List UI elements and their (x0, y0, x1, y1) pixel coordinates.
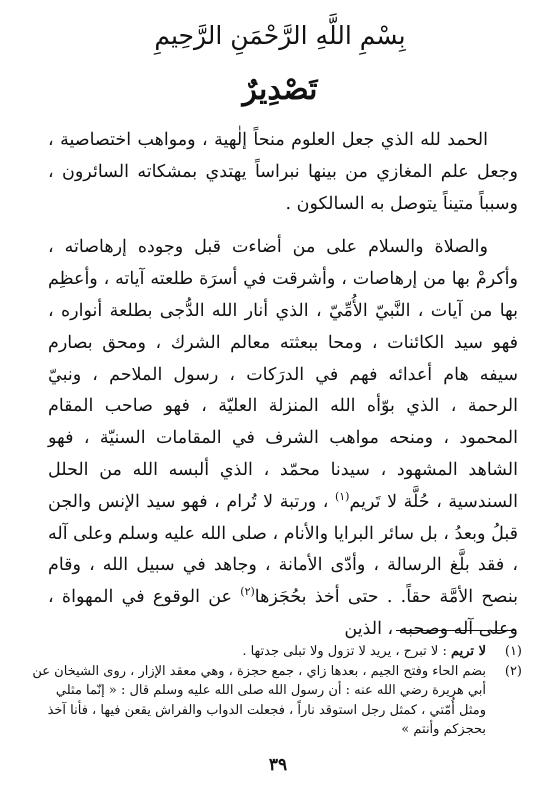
body-text (48, 125, 518, 646)
footnote-ref-2[interactable]: (٢) (240, 585, 255, 599)
basmala-calligraphy (130, 10, 430, 60)
footnote-text (32, 642, 486, 662)
paragraph-2-text-a: والصلاة والسلام على من أضاءت قبل وجوده إرهاصاته ، وأكرمْ بها من إرهاصات ، وأشرقت في أسرَة طلعته آياته ، وأعظِم بها من آيات ، النَّبيّ الأُمِّيّ ، الذي أنار الله الدُّجى بطلعة أنواره ، فهو سيد الكائنات ، ومحا ببعثته معالم الشرك ، ومحق بصارم سيفه هام أعدائه فهم في الدرَكات ، رسول الملاحم ، ونبيّ الرحمة ، الذي بوّأه الله المنزلة العليّة ، فهو صاحب المقام المحمود ، ومنحه مواهب الشرف في المقامات السنيّة ، فهو الشاهد المشهود ، سيدنا محمّد ، الذي ألبسه الله من الحلل السندسية ، حُلَّة لا تَريم (48, 237, 519, 512)
footnote-body: بضم الحاء وفتح الجيم ، بعدها زاي ، جمع حجزة ، وهي معقد الإزار ، روى الشيخان عن أبي هريرة رضي الله عنه : أن رسول الله صلى الله عليه وسلم قال : « إنّما مثلي ومثل أُمّتي ، كمثل رجل استوقد ناراً ، فجعلت الدواب والفراش يقعن فيها ، فأنا آخذ بحجزكم وأنتم » (32, 663, 486, 737)
paragraph-2-text-b: ، ورتبة لا تُرام ، فهو سيد الإنس والجن قبلُ وبعدُ ، بل سائر البرايا والأنام ، صلى الله عليه وسلم وعلى آله ، فقد بلَّغ الرسالة ، وأدّى الأمانة ، وجاهد في سبيل الله ، وقام بنصح الأمَّة حقاً. . حتى أخذ بحُجَزها (48, 491, 518, 608)
paragraph-2-text-c: عن الوقوع في المهواة ، وعلى آله وصحبه ، الذين (48, 587, 518, 639)
footnotes (32, 642, 522, 740)
footnote-ref-1[interactable]: (١) (334, 489, 350, 503)
page-number: ٣٩ (268, 755, 288, 775)
footnote-keyword: لا تريم (450, 644, 486, 659)
page-title: تَصْدِيرٌ (242, 72, 318, 107)
paragraph-2 (48, 232, 518, 645)
footnote-number: (٢) (504, 663, 522, 679)
footnote-body: : لا تبرح ، يريد لا تزول ولا تبلى جدتها . (242, 644, 447, 659)
paragraph-1: الحمد لله الذي جعل العلوم منحاً إلٰهية ، ومواهب اختصاصية ، وجعل علم المغازي من بينها نبراساً يهتدي بمشكاته السائرون ، وسبباً متيناً يتوصل به السالكون . (48, 130, 518, 214)
footnote-2 (32, 662, 522, 740)
footnote-1 (32, 642, 522, 662)
basmala-text: بِسْمِ اللَّهِ الرَّحْمَنِ الرَّحِيمِ (154, 20, 406, 50)
footnote-text (32, 662, 486, 740)
footnote-number: (١) (504, 644, 522, 659)
footnote-divider (396, 630, 516, 631)
